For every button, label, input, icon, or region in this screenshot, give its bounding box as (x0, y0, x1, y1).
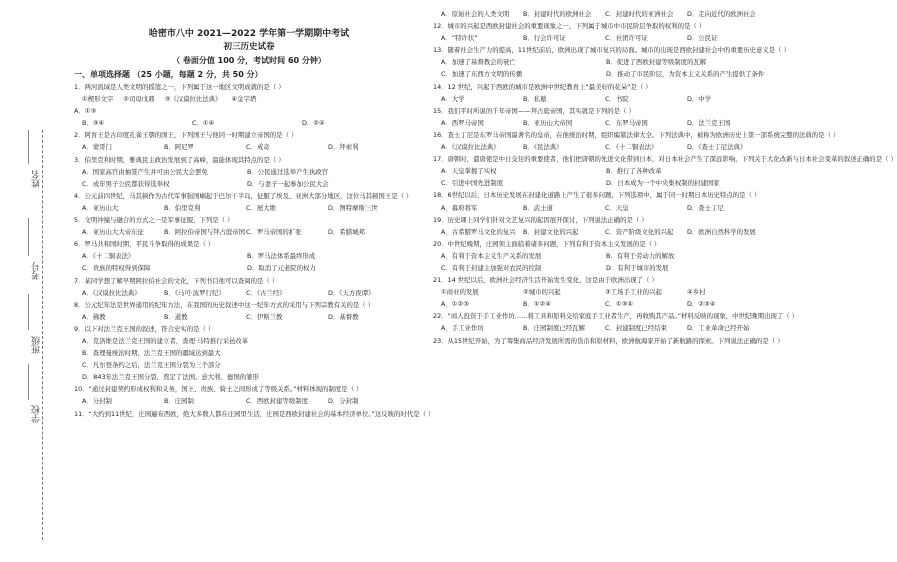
answer-option[interactable]: C．社团许可证 (605, 34, 648, 43)
question-options (433, 8, 788, 20)
question-stem: 8．公元纪年法是世界通用的纪年方法，在我国的历史叙述中这一纪年方式的采用与下列宗教有关的是（ ） (74, 300, 375, 309)
answer-option[interactable]: B．道教 (164, 312, 188, 321)
question-stem: 12．城市的兴起是西欧封建社会的重要现象之一，下列属于城市中市民阶层争取的权利的是（ ） (433, 22, 706, 31)
answer-option[interactable]: A．《汉谟拉比法典》 (441, 143, 500, 152)
answer-option[interactable]: C．戒奇 (246, 143, 270, 152)
answer-option[interactable]: A．国家高官由抽签产生并可由公民大会罢免 (82, 167, 208, 176)
answer-option[interactable]: A．蒙哥门 (82, 143, 112, 152)
answer-option[interactable]: D．《天方夜谭》 (328, 288, 375, 297)
answer-option[interactable]: B．庄园制 (164, 397, 194, 406)
answer-option[interactable]: C．成年男子公民都获得选举权 (82, 179, 170, 188)
exam-header (74, 28, 424, 67)
answer-option[interactable]: B．行会许可证 (523, 34, 566, 43)
question-stem: 11．“大约到11世纪，庄园遍布西欧，绝大多数人都在庄园里生活，庄园是西欧封建社会的基本经济单位。”这反映的时代是（ ） (74, 409, 435, 418)
question-options (433, 177, 788, 189)
answer-option[interactable]: C．西欧封建等级制度 (246, 397, 308, 406)
question-options (74, 178, 424, 190)
answer-option[interactable]: ②司母戊鼎 (123, 95, 155, 104)
answer-option[interactable]: B．促进了西欧封建等级制度的瓦解 (606, 58, 707, 67)
answer-option[interactable]: D．《查士丁尼法典》 (687, 143, 747, 152)
exam-title: 哈密市八中 2021—2022 学年第一学期期中考试 (148, 29, 350, 39)
question-options (74, 226, 424, 238)
answer-option[interactable]: D．日本成为一个中央集权制的封建国家 (606, 179, 720, 188)
question-options (74, 311, 424, 323)
answer-option[interactable]: C．贵族的特权得到保障 (82, 264, 151, 273)
question-options (433, 286, 788, 298)
answer-option[interactable]: A．有利于资本主义生产关系的发展 (441, 251, 542, 260)
question-options (433, 165, 788, 177)
question-options (433, 117, 788, 129)
question-stem: 20．中世纪晚期，庄园领主面临着诸多问题，下列有利于资本主义发展的是（ ） (433, 239, 661, 248)
answer-option[interactable]: B．亚历山大帝国 (523, 118, 573, 127)
answer-option[interactable]: A．手工业作坊 (441, 324, 484, 333)
answer-option[interactable]: D．843年法兰克王国分裂，奠定了法国、意大利、德国的雏形 (82, 373, 259, 382)
answer-option[interactable]: A．分封制 (82, 397, 112, 406)
answer-option[interactable]: D．工业革命已经开始 (687, 324, 750, 333)
school-label: 学校 (32, 405, 42, 423)
answer-option[interactable]: D．②③④ (687, 300, 716, 309)
answer-option[interactable]: B．私塾 (523, 94, 547, 103)
question-stem: 6．罗马共和国时期，平民斗争取得的成果是（ ） (74, 240, 215, 249)
name-blank[interactable] (28, 130, 30, 164)
left-column (74, 0, 435, 420)
question-options (433, 56, 788, 68)
question-stem: 10．“通过封建契约形成权利和义务，国王、贵族、骑士之间形成了等级关系。”材料体现的制度是（ ） (74, 385, 363, 394)
question-options (433, 262, 788, 274)
answer-option[interactable]: D．基督教 (328, 312, 359, 321)
question-stem: 21．14 世纪以后，欧洲社会经济生活开始发生变化，这是由于欧洲出现了（ ） (433, 276, 658, 285)
question-options (74, 347, 424, 359)
answer-option[interactable]: B．查理曼统治时期，法兰克王国的疆域达到最大 (82, 349, 221, 358)
exam-info: （ 卷面分值 100 分，考试时间 60 分钟） (172, 56, 326, 65)
answer-option[interactable]: ④金字塔 (231, 95, 257, 104)
question-stem: 14．12 世纪，兴起于西欧的城市是欧洲中世纪教育上“最美好的花朵”是（ ） (433, 82, 652, 91)
answer-option[interactable]: B．阿尼罗 (164, 143, 194, 152)
answer-option[interactable]: D．希腊城邦 (328, 228, 365, 237)
answer-option[interactable]: A．亚历山大大帝东征 (82, 228, 144, 237)
answer-option[interactable]: D．公民证 (687, 34, 718, 43)
question-stem: 17．唐朝时，遣唐使是中日交往的重要使者，他们把唐朝的先进文化带到日本，对日本社会产生了深远影响，下列关于大化改新与日本社会变革的叙述正确的是（ ） (433, 155, 897, 164)
answer-option[interactable]: B．封建文化的兴起 (523, 227, 579, 236)
answer-option[interactable]: A．“特许状” (441, 34, 478, 43)
answer-option[interactable]: C．罗马帝国的扩张 (246, 228, 302, 237)
answer-option[interactable]: A．《十二铜表法》 (82, 252, 135, 261)
answer-option[interactable]: C．①③④ (605, 300, 634, 309)
answer-option[interactable]: D．拜索利 (328, 143, 359, 152)
answer-option[interactable]: C．屋大维 (246, 203, 277, 212)
question-options (433, 226, 788, 238)
answer-option[interactable]: D．法兰克王国 (687, 118, 731, 127)
school-blank[interactable] (28, 364, 30, 400)
question-options (74, 371, 424, 383)
answer-option[interactable]: A．大学 (441, 94, 465, 103)
answer-option[interactable]: A．原始社会的人类文明 (441, 10, 510, 18)
answer-option[interactable]: ③《汉谟拉比法典》 (164, 95, 222, 104)
answer-option[interactable]: A．亚历山大 (82, 203, 119, 212)
question-options (74, 141, 424, 153)
question-stem: 9．以下对法兰克王国的叙述，符合史实的是（ ） (74, 324, 215, 333)
answer-option[interactable]: B．《民法典》 (523, 143, 563, 152)
answer-option[interactable]: C．封建时代的亚洲社会 (605, 10, 674, 18)
question-stem: 5．文明冲撞与融合的方式之一是军事征服，下列是（ ） (74, 216, 234, 225)
question-options (433, 93, 788, 105)
answer-option[interactable]: B．推行了各种改革 (606, 167, 662, 176)
question-stem: A．①③ (74, 107, 97, 116)
question-stem: 19．历史课上同学们针对文艺复兴的起因展开探讨，下列说法正确的是（ ） (433, 215, 648, 224)
question-options (74, 359, 424, 371)
binding-dashed-line (42, 130, 43, 540)
right-question-list (433, 8, 897, 347)
answer-option[interactable]: D．查士丁尼 (687, 203, 724, 212)
answer-option[interactable]: C．资产阶级文化的兴起 (605, 227, 674, 236)
question-options (433, 202, 788, 214)
question-options (74, 335, 424, 347)
answer-option[interactable]: A．幕府将军 (441, 203, 478, 212)
answer-option[interactable]: B．庄园制度已经瓦解 (523, 324, 585, 333)
answer-option[interactable]: B．公民通过选举产生执政官 (247, 167, 329, 176)
binding-margin (0, 0, 70, 562)
right-column (433, 8, 897, 347)
question-stem: 2．阿育王是古印度孔雀王朝的国王，下列国王与他同一时期建立帝国的是（ ） (74, 131, 298, 140)
answer-option[interactable]: D．取消了元老院的权力 (247, 264, 316, 273)
question-options (433, 250, 788, 262)
question-options (433, 32, 788, 44)
question-stem: 3．伯里克利时期，雅典民主政治发展到了高峰，最能体现其特点的是（ ） (74, 155, 285, 164)
id-blank[interactable] (28, 218, 30, 256)
answer-option[interactable]: A．西罗马帝国 (441, 118, 484, 127)
answer-option[interactable]: C．加速了东西方文明的传播 (441, 70, 523, 79)
answer-option[interactable]: B．《马可·波罗行纪》 (164, 288, 225, 297)
question-options (433, 322, 788, 334)
answer-option[interactable]: C．有利于封建主加强对农民的控制 (441, 263, 542, 272)
name-label: 姓名 (32, 170, 42, 188)
answer-option[interactable]: D．图特摩斯三世 (328, 203, 378, 212)
question-stem: 16．查士丁尼是东罗马帝国最著名的皇帝，在他统治时期，组织编纂法律大全。下列法典中，被称为欧洲历史上第一部系统完整的法典的是（ ） (433, 130, 840, 139)
question-stem: 1．两河流域是人类文明的摇篮之一，下列属于这一地区文明成就的是（ ） (74, 83, 285, 91)
answer-option[interactable]: A．《汉谟拉比法典》 (82, 288, 141, 297)
answer-option[interactable]: B．①②④ (523, 300, 551, 309)
answer-option[interactable]: B．有利于劳动力的解放 (606, 251, 675, 260)
answer-option[interactable]: C．引进中国先进制度 (441, 179, 503, 188)
answer-option[interactable]: C．伊斯兰教 (246, 312, 283, 321)
answer-option[interactable]: D．②④ (302, 119, 325, 128)
exam-subtitle: 初三历史试卷 (223, 42, 275, 52)
answer-option[interactable]: B．武士道 (523, 203, 553, 212)
question-options (433, 298, 788, 310)
answer-option[interactable]: A．加速了基督教会的衰亡 (441, 58, 516, 67)
question-stem: 15．我们平时所说的千年帝国——拜占庭帝国，其实就是下列的是（ ） (433, 106, 635, 115)
answer-option[interactable]: B．③④ (82, 119, 105, 128)
answer-option[interactable]: C．《古兰经》 (246, 288, 286, 297)
question-options (74, 93, 424, 105)
answer-option[interactable]: D．走向近代的欧洲社会 (687, 10, 756, 18)
question-stem: 4．公元前四世纪，马其顿作为古代军事强国崛起于巴尔干半岛，征服了埃及、亚洲大部分地区，这位马其顿国王是（ ） (74, 191, 413, 200)
answer-option[interactable]: B．阿拉伯帝国与拜占庭帝国 (164, 228, 246, 237)
answer-option[interactable]: C．封建制度已经结束 (605, 324, 667, 333)
answer-option[interactable]: D．有利于城市的发展 (606, 263, 669, 272)
answer-option[interactable]: B．封建时代的欧洲社会 (523, 10, 592, 18)
answer-option[interactable]: ②城市的兴起 (523, 288, 561, 297)
answer-option[interactable]: A．佛教 (82, 312, 106, 321)
answer-option[interactable]: A．克洛维是法兰克王国的建立者，查理·马特推行采邑改革 (82, 336, 249, 345)
answer-option[interactable]: B．罗马法体系最终形成 (247, 252, 316, 261)
class-label: 班级 (32, 336, 42, 354)
question-options (433, 141, 788, 153)
answer-option[interactable]: D．推动了市民阶层，为资本主义关系的产生提供了条件 (606, 70, 765, 79)
question-stem: 18．6世纪以后，日本历史发展在封建化道路上产生了很多问题，下列选项中，属于同一时期日本历史特点的是（ ） (433, 191, 761, 200)
question-options (74, 250, 424, 262)
answer-option[interactable]: C．书院 (605, 94, 629, 103)
answer-option[interactable]: C．东罗马帝国 (605, 118, 648, 127)
question-options (433, 68, 788, 80)
question-options (74, 395, 424, 407)
answer-option[interactable]: D．与妻子一起参加公民大会 (247, 179, 329, 188)
question-stem: 22．“商人投资于手工业作坊……将工具和原料交给家庭手工业者生产，再收购其产品。”材料反映的现象，中世纪晚期出现了（ ） (433, 312, 799, 321)
answer-option[interactable]: C．①④ (192, 119, 215, 128)
answer-option[interactable]: D．分封制 (328, 397, 359, 406)
question-options (74, 202, 424, 214)
answer-option[interactable]: ①楔形文字 (82, 95, 114, 104)
id-label: 考号 (32, 262, 42, 280)
question-options (74, 287, 424, 299)
answer-option[interactable]: D．中学 (687, 94, 712, 103)
question-stem: 13．随着社会生产力的提高，11世纪前后，欧洲出现了城市复兴的局面。城市的出现是西欧封建社会中的重要历史意义是（ ） (433, 46, 790, 55)
answer-option[interactable]: C．《十二铜表法》 (605, 143, 658, 152)
class-blank[interactable] (28, 294, 30, 330)
answer-option[interactable]: A．天皇掌握了实权 (441, 167, 497, 176)
question-stem: 23．从15世纪开始，为了筹集商品经济发展所需的货币和原材料，欧洲航海家开始了新航路的探索。下列说法正确的是（ ） (433, 336, 784, 345)
answer-option[interactable]: ③工场手工业的兴起 (605, 288, 662, 297)
question-stem: 7．某同学想了解早期阿拉伯社会的文化，下列书目他可以查阅的是（ ） (74, 276, 279, 285)
answer-option[interactable]: C．凡尔登条约之后，法兰克王国分裂为三个部分 (82, 361, 221, 370)
question-options (74, 262, 424, 274)
answer-option[interactable]: ④乡村 (687, 288, 706, 297)
question-options (74, 117, 424, 129)
answer-option[interactable]: C．天皇 (605, 203, 629, 212)
left-question-list (74, 81, 435, 420)
question-options (74, 166, 424, 178)
answer-option[interactable]: A．①②③ (441, 300, 469, 309)
section-heading: 一、单项选择题 （25 小题，每题 2 分，共 50 分） (74, 70, 263, 79)
answer-option[interactable]: B．伯里克利 (164, 203, 201, 212)
answer-option[interactable]: D．欧洲自然科学的发展 (687, 227, 756, 236)
answer-option[interactable]: A．古希腊罗马文化的复兴 (441, 227, 516, 236)
answer-option[interactable]: ①商业的发展 (441, 288, 479, 297)
